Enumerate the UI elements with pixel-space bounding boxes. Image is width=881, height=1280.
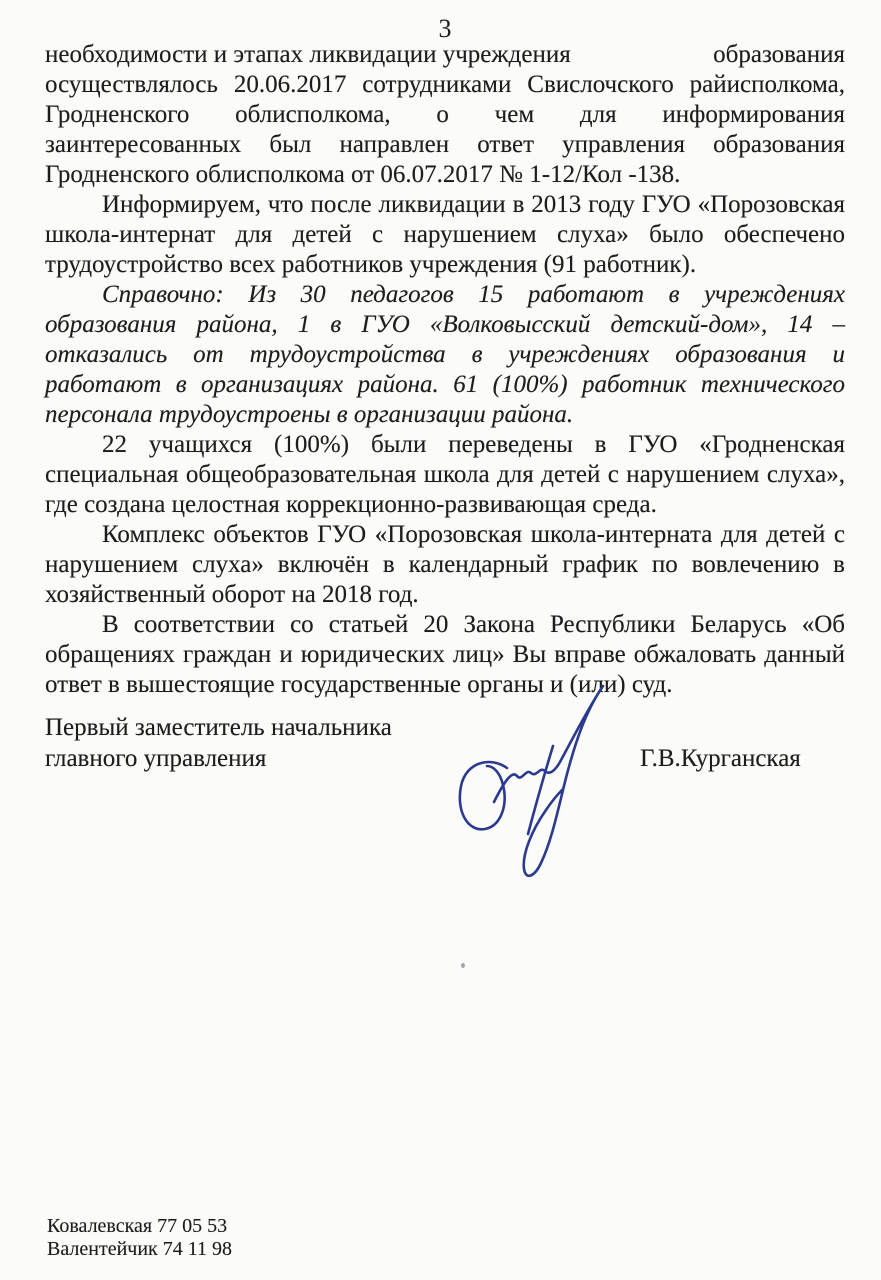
signer-position-line2: главного управления xyxy=(45,745,267,772)
signer-name: Г.В.Курганская xyxy=(640,745,801,772)
paragraph-continuation xyxy=(45,40,845,190)
contact-line-1: Ковалевская 77 05 53 xyxy=(47,1215,228,1237)
paragraph-property-complex: Комплекс объектов ГУО «Порозовская школа-интерната для детей с нарушением слуха» включён в календарный график по вовлечению в хозяйственный оборот на 2018 год. xyxy=(45,521,845,608)
signature-ink-icon xyxy=(432,682,612,894)
handwritten-signature xyxy=(432,682,612,894)
contact-footer xyxy=(47,1215,232,1261)
paragraph-employment: Информируем, что после ликвидации в 2013 году ГУО «Порозовская школа-интернат для детей с нарушением слуха» было обеспечено трудоустройство всех работников учреждения (91 работник). xyxy=(45,191,845,278)
paragraph-reference-note: Справочно: Из 30 педагогов 15 работают в учреждениях образования района, 1 в ГУО «Волковысский детский-дом», 14 – отказались от трудоустройства в учреждениях образования и работают в организациях района. 61 (100%) работник технического персонала трудоустроены в организации района. xyxy=(45,281,845,428)
paragraph-continuation-line1-right: образования xyxy=(713,41,845,68)
paragraph-continuation-line1-left: необходимости и этапах ликвидации учреждения xyxy=(45,41,571,68)
paragraph-students-transfer: 22 учащихся (100%) были переведены в ГУО «Гродненская специальная общеобразовательная школа для детей с нарушением слуха», где создана целостная коррекционно-развивающая среда. xyxy=(45,431,845,518)
paragraph-continuation-first-line xyxy=(45,40,845,70)
paragraph-appeal-rights: В соответствии со статьей 20 Закона Республики Беларусь «Об обращениях граждан и юридических лиц» Вы вправе обжаловать данный ответ в вышестоящие государственные органы и (или) суд. xyxy=(45,611,845,698)
signer-position-line1: Первый заместитель начальника xyxy=(45,714,392,741)
paragraph-continuation-rest: осуществлялось 20.06.2017 сотрудниками Свислочского райисполкома, Гродненского облисполкома, о чем для информирования заинтересованных был направлен ответ управления образования Гродненского облисполкома от 06.07.2017 № 1-12/Кол -138. xyxy=(45,71,845,188)
contact-line-2: Валентейчик 74 11 98 xyxy=(47,1238,233,1260)
scan-speck xyxy=(461,963,465,968)
letter-body xyxy=(45,40,845,700)
page-number: 3 xyxy=(438,14,452,43)
signer-position xyxy=(45,712,465,774)
